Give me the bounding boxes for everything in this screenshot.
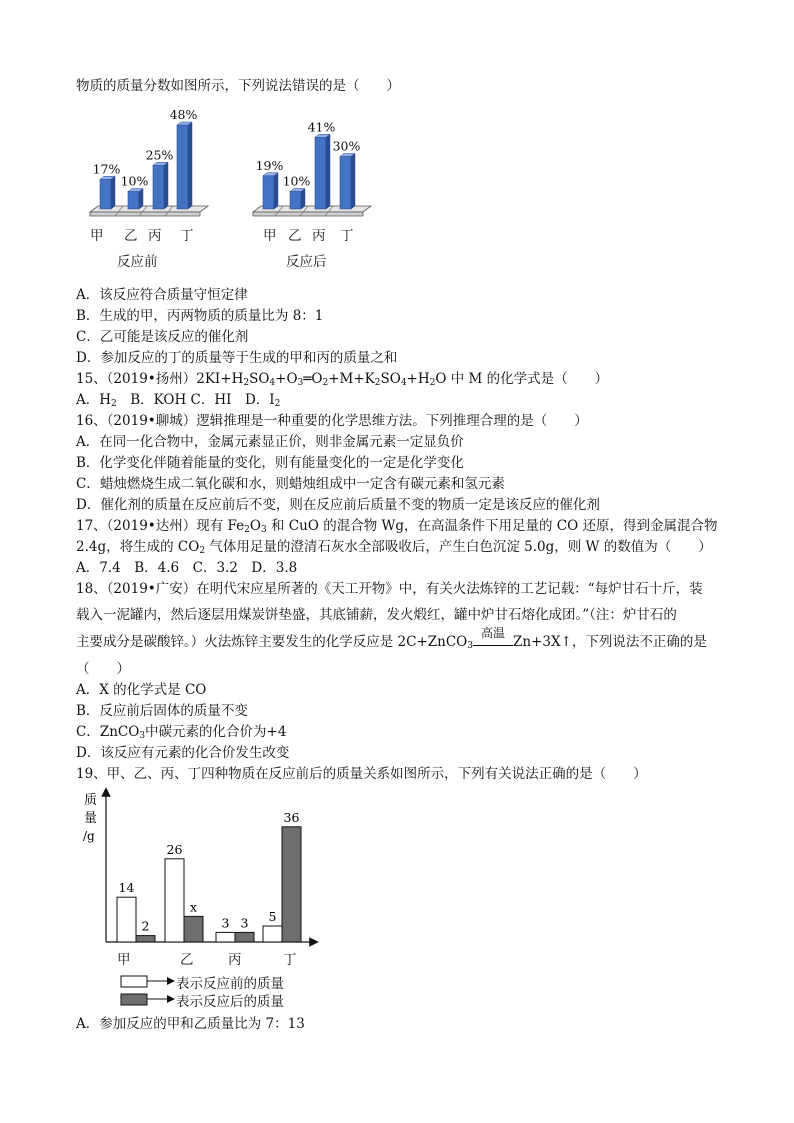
value-label: 3 xyxy=(221,915,230,931)
legend-label-before: 表示反应前的质量 xyxy=(176,976,284,992)
option: A．X 的化学式是 CO xyxy=(76,682,207,698)
q15-stem: 15、（2019•扬州）$2KI+H_2SO_4+O_3═O_2+M+K_2SO_4+H_2O$ 中 M 的化学式是（ ） xyxy=(76,371,609,388)
option: A．参加反应的甲和乙质量比为 7：13 xyxy=(76,1016,305,1032)
y-label-3: /g xyxy=(83,829,95,843)
option: B．反应前后固体的质量不变 xyxy=(76,703,248,719)
bar-side xyxy=(274,173,278,209)
bar-after-乙 xyxy=(184,916,203,942)
category-label: 乙 xyxy=(124,228,138,244)
bar-before-乙 xyxy=(165,859,184,942)
bar-side xyxy=(139,189,143,210)
category-label: 甲 xyxy=(263,228,277,244)
legend-label-after: 表示反应后的质量 xyxy=(176,994,284,1010)
option: B．生成的甲，丙两物质的质量比为 8：1 xyxy=(76,308,324,324)
reaction-condition: 高温 xyxy=(480,626,505,640)
bar-side xyxy=(164,162,168,209)
reaction-arrow-line xyxy=(473,645,513,646)
option: C．乙可能是该反应的催化剂 xyxy=(76,329,249,345)
value-label: 41% xyxy=(307,119,336,135)
value-label: 2 xyxy=(141,918,150,934)
q18-line1: 18、（2019•广安）在明代宋应星所著的《天工开物》中，有关火法炼锌的工艺记载：“每炉甘石十斤，装 xyxy=(76,581,703,597)
option: C．ZnCO$_3$中碳元素的化合价为+4 xyxy=(76,724,287,741)
bar-after-丙 xyxy=(235,932,254,942)
bar-before-甲 xyxy=(117,897,136,942)
bar-丙 xyxy=(153,165,164,209)
value-label: 48% xyxy=(169,108,198,122)
q17-line1: 17、（2019•达州）现有 $Fe_2O_3$ 和 CuO 的混合物 Wg，在高温条件下用足量的 CO 还原，得到金属混合物 xyxy=(76,518,718,535)
value-label: 10% xyxy=(120,173,149,189)
bar-甲 xyxy=(100,179,111,209)
category-label: 丁 xyxy=(283,952,297,968)
option: A．在同一化合物中，金属元素显正价，则非金属元素一定显负价 xyxy=(76,434,464,450)
category-label: 丁 xyxy=(340,228,354,244)
bar-before-丙 xyxy=(216,932,235,942)
option: B．化学变化伴随着能量的变化，则有能量变化的一定是化学变化 xyxy=(76,455,464,471)
q19-stem: 19、甲、乙、丙、丁四种物质在反应前后的质量关系如图所示，下列有关说法正确的是（ ） xyxy=(76,766,647,782)
bar-side xyxy=(326,134,330,209)
bar-side xyxy=(351,154,355,210)
bar-甲 xyxy=(263,176,274,209)
bar-after-甲 xyxy=(136,936,155,942)
bar-side xyxy=(301,189,305,210)
bar-after-丁 xyxy=(282,827,301,942)
category-label: 乙 xyxy=(180,952,194,968)
bar-丁 xyxy=(340,157,351,210)
value-label: x xyxy=(189,899,198,915)
value-label: 3 xyxy=(240,915,249,931)
bar-丁 xyxy=(177,125,188,209)
value-label: 5 xyxy=(268,909,277,924)
category-label: 丙 xyxy=(148,228,162,244)
category-label: 丁 xyxy=(180,228,194,244)
option: D．该反应有元素的化合价发生改变 xyxy=(76,745,290,761)
bar-丙 xyxy=(315,137,326,209)
option: D．催化剂的质量在反应前后不变，则在反应前后质量不变的物质一定是该反应的催化剂 xyxy=(76,497,600,513)
legend-swatch-before xyxy=(121,976,147,987)
category-label: 乙 xyxy=(288,228,302,244)
bar-side xyxy=(188,122,192,209)
category-label: 甲 xyxy=(90,228,104,244)
bar-乙 xyxy=(128,192,139,210)
bar-before-丁 xyxy=(263,926,282,942)
value-label: 14 xyxy=(118,880,135,896)
y-label-2: 量 xyxy=(84,811,98,826)
category-label: 甲 xyxy=(117,952,131,968)
value-label: 30% xyxy=(332,138,361,154)
q16-stem: 16、（2019•聊城）逻辑推理是一种重要的化学思维方法。下列推理合理的是（ ） xyxy=(76,413,588,429)
q17-line2: 2.4g，将生成的 $CO_2$ 气体用足量的澄清石灰水全部吸收后，产生白色沉淀 5.0g，则 W 的数值为（ ） xyxy=(76,539,712,556)
q18-paren: （ ） xyxy=(76,661,130,677)
legend-swatch-after xyxy=(121,994,147,1005)
bar-乙 xyxy=(290,192,301,210)
q15-options: A．$H_2$ B．KOH C．HI D．$I_2$ xyxy=(76,392,281,409)
value-label: 25% xyxy=(145,147,174,163)
q18-line2: 载入一泥罐内，然后逐层用煤炭饼垫盛，其底铺薪，发火煅红，罐中炉甘石熔化成团。”（注：炉甘石的 xyxy=(76,607,677,623)
q17-options: A．7.4 B．4.6 C．3.2 D．3.8 xyxy=(76,560,298,576)
chart-caption: 反应后 xyxy=(286,254,327,270)
q18-line3: 主要成分是碳酸锌。）火法炼锌主要发生的化学反应是 2C+ZnCO$_3$ 高温 Zn+3X↑，下列说法不正确的是 xyxy=(76,626,707,651)
category-label: 丙 xyxy=(312,228,326,244)
bar-side xyxy=(111,176,115,209)
chart-caption: 反应前 xyxy=(117,254,158,270)
option: A．该反应符合质量守恒定律 xyxy=(76,287,248,303)
value-label: 36 xyxy=(283,809,300,825)
value-label: 17% xyxy=(92,161,121,177)
option: D．参加反应的丁的质量等于生成的甲和丙的质量之和 xyxy=(76,350,398,366)
q14-stem: 物质的质量分数如图所示，下列说法错误的是（ ） xyxy=(76,78,400,94)
value-label: 19% xyxy=(255,157,284,173)
value-label: 10% xyxy=(282,173,311,189)
value-label: 26 xyxy=(166,841,183,857)
option: C．蜡烛燃烧生成二氧化碳和水，则蜡烛组成中一定含有碳元素和氢元素 xyxy=(76,476,505,492)
category-label: 丙 xyxy=(228,952,242,968)
y-label-1: 质 xyxy=(84,793,98,808)
